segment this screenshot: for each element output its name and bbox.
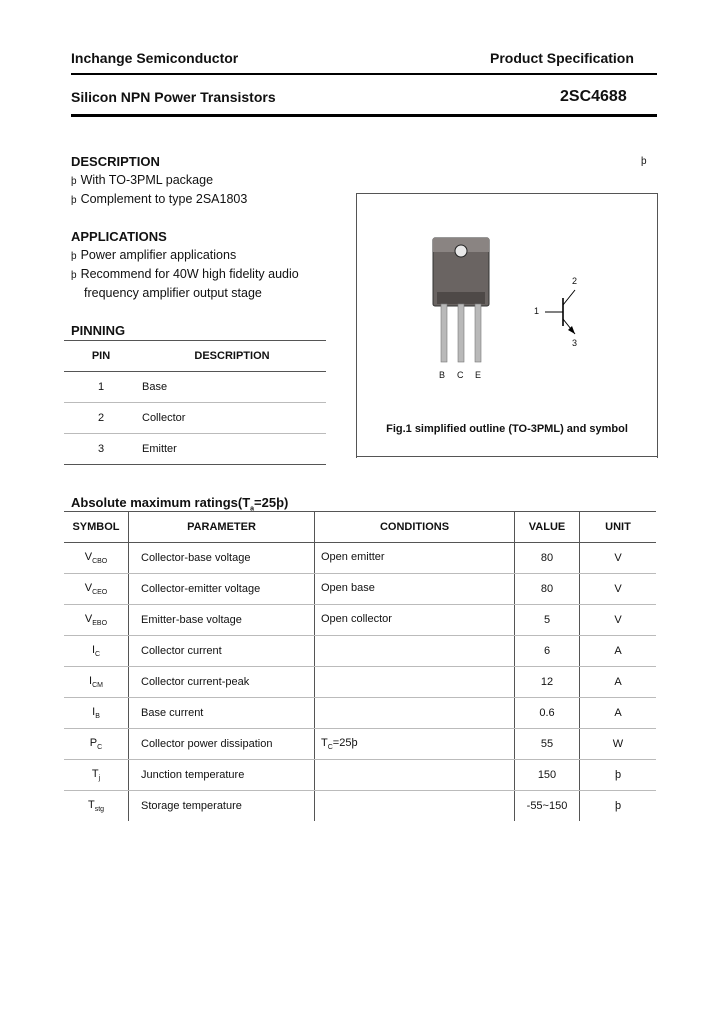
- product-line: Silicon NPN Power Transistors: [71, 89, 276, 105]
- description-item-1: þ With TO-3PML package: [71, 173, 214, 187]
- table-row: [64, 760, 656, 791]
- value-cell: -55~150: [515, 791, 580, 822]
- unit-cell: V: [580, 605, 657, 636]
- symbol-cell: $V_{CEO}$: [64, 574, 129, 605]
- symbol-cell: $I_B$: [64, 698, 129, 729]
- parameter-cell: Collector-base voltage: [129, 543, 315, 574]
- table-row: [64, 667, 656, 698]
- table-row: [64, 574, 656, 605]
- pin-number: 1: [64, 372, 138, 403]
- parameter-cell: Collector current-peak: [129, 667, 315, 698]
- parameter-cell: Collector power dissipation: [129, 729, 315, 760]
- page-marker: þ: [641, 156, 647, 167]
- transistor-outline-icon: [357, 194, 657, 418]
- part-number: 2SC4688: [560, 88, 627, 105]
- parameter-cell: Base current: [129, 698, 315, 729]
- header-rule-top: [71, 73, 657, 75]
- symbol-label-3: 3: [572, 338, 578, 348]
- spec-type: Product Specification: [490, 50, 634, 66]
- pin-header: PIN: [64, 341, 138, 372]
- unit-cell: A: [580, 667, 657, 698]
- value-cell: 0.6: [515, 698, 580, 729]
- parameter-cell: Emitter-base voltage: [129, 605, 315, 636]
- symbol-cell: $P_C$: [64, 729, 129, 760]
- value-cell: 12: [515, 667, 580, 698]
- value-cell: 55: [515, 729, 580, 760]
- figure-bottom-rule: [356, 456, 658, 457]
- pin-description: Collector: [138, 403, 326, 434]
- description-title: DESCRIPTION: [71, 154, 160, 169]
- conditions-cell: $T_C=25þ$: [315, 729, 515, 760]
- symbol-label-2: 2: [572, 276, 578, 286]
- table-row: [64, 636, 656, 667]
- conditions-cell: [315, 667, 515, 698]
- table-row: [64, 403, 326, 434]
- pin-description: Base: [138, 372, 326, 403]
- value-cell: 6: [515, 636, 580, 667]
- applications-item-3: frequency amplifier output stage: [84, 286, 262, 300]
- value-cell: 5: [515, 605, 580, 636]
- parameter-cell: Collector current: [129, 636, 315, 667]
- pin-number: 2: [64, 403, 138, 434]
- figure-box: [356, 193, 658, 458]
- lead-label-collector: C: [457, 370, 464, 380]
- symbol-cell: $V_{EBO}$: [64, 605, 129, 636]
- table-row: [64, 729, 656, 760]
- conditions-cell: Open base: [315, 574, 515, 605]
- conditions-cell: [315, 698, 515, 729]
- parameter-cell: Collector-emitter voltage: [129, 574, 315, 605]
- description-item-2: þ Complement to type 2SA1803: [71, 192, 248, 206]
- company-name: Inchange Semiconductor: [71, 50, 239, 66]
- figure-caption: Fig.1 simplified outline (TO-3PML) and symbol: [386, 423, 628, 435]
- table-row: [64, 434, 326, 465]
- unit-cell: A: [580, 636, 657, 667]
- pinning-table: [64, 340, 326, 465]
- pin-description-header: DESCRIPTION: [138, 341, 326, 372]
- unit-cell: þ: [580, 791, 657, 822]
- table-row: [64, 372, 326, 403]
- pin-number: 3: [64, 434, 138, 465]
- applications-item-2: þ Recommend for 40W high fidelity audio: [71, 267, 299, 281]
- symbol-cell: $T_j$: [64, 760, 129, 791]
- conditions-cell: Open emitter: [315, 543, 515, 574]
- header-rule-bottom: [71, 114, 657, 117]
- parameter-cell: Junction temperature: [129, 760, 315, 791]
- value-cell: 80: [515, 543, 580, 574]
- symbol-cell: $V_{CBO}$: [64, 543, 129, 574]
- conditions-header: CONDITIONS: [315, 512, 515, 543]
- ratings-header-row: [64, 512, 656, 543]
- pinning-header-row: [64, 341, 326, 372]
- bullet-icon: þ: [71, 251, 77, 262]
- symbol-header: SYMBOL: [64, 512, 129, 543]
- lead-label-base: B: [439, 370, 446, 380]
- table-row: [64, 605, 656, 636]
- ratings-table: [64, 511, 656, 821]
- bullet-icon: þ: [71, 270, 77, 281]
- bullet-icon: þ: [71, 176, 77, 187]
- lead-label-emitter: E: [475, 370, 482, 380]
- table-row: [64, 698, 656, 729]
- symbol-cell: $I_C$: [64, 636, 129, 667]
- parameter-cell: Storage temperature: [129, 791, 315, 822]
- conditions-cell: [315, 791, 515, 822]
- table-row: [64, 543, 656, 574]
- unit-cell: W: [580, 729, 657, 760]
- pin-description: Emitter: [138, 434, 326, 465]
- symbol-label-1: 1: [534, 306, 540, 316]
- unit-cell: V: [580, 543, 657, 574]
- unit-cell: V: [580, 574, 657, 605]
- applications-title: APPLICATIONS: [71, 229, 167, 244]
- value-cell: 150: [515, 760, 580, 791]
- unit-cell: þ: [580, 760, 657, 791]
- value-cell: 80: [515, 574, 580, 605]
- symbol-cell: $T_{stg}$: [87, 798, 105, 814]
- conditions-cell: [315, 760, 515, 791]
- ratings-title: Absolute maximum $ratings(T_a=25þ)$: [71, 495, 289, 513]
- table-row: [64, 791, 656, 822]
- bullet-icon: þ: [71, 195, 77, 206]
- applications-item-1: þ Power amplifier applications: [71, 248, 237, 262]
- unit-header: UNIT: [580, 512, 657, 543]
- value-header: VALUE: [515, 512, 580, 543]
- conditions-cell: Open collector: [315, 605, 515, 636]
- unit-cell: A: [580, 698, 657, 729]
- parameter-header: PARAMETER: [129, 512, 315, 543]
- symbol-cell: $I_{CM}$: [64, 667, 129, 698]
- conditions-cell: [315, 636, 515, 667]
- pinning-title: PINNING: [71, 323, 126, 338]
